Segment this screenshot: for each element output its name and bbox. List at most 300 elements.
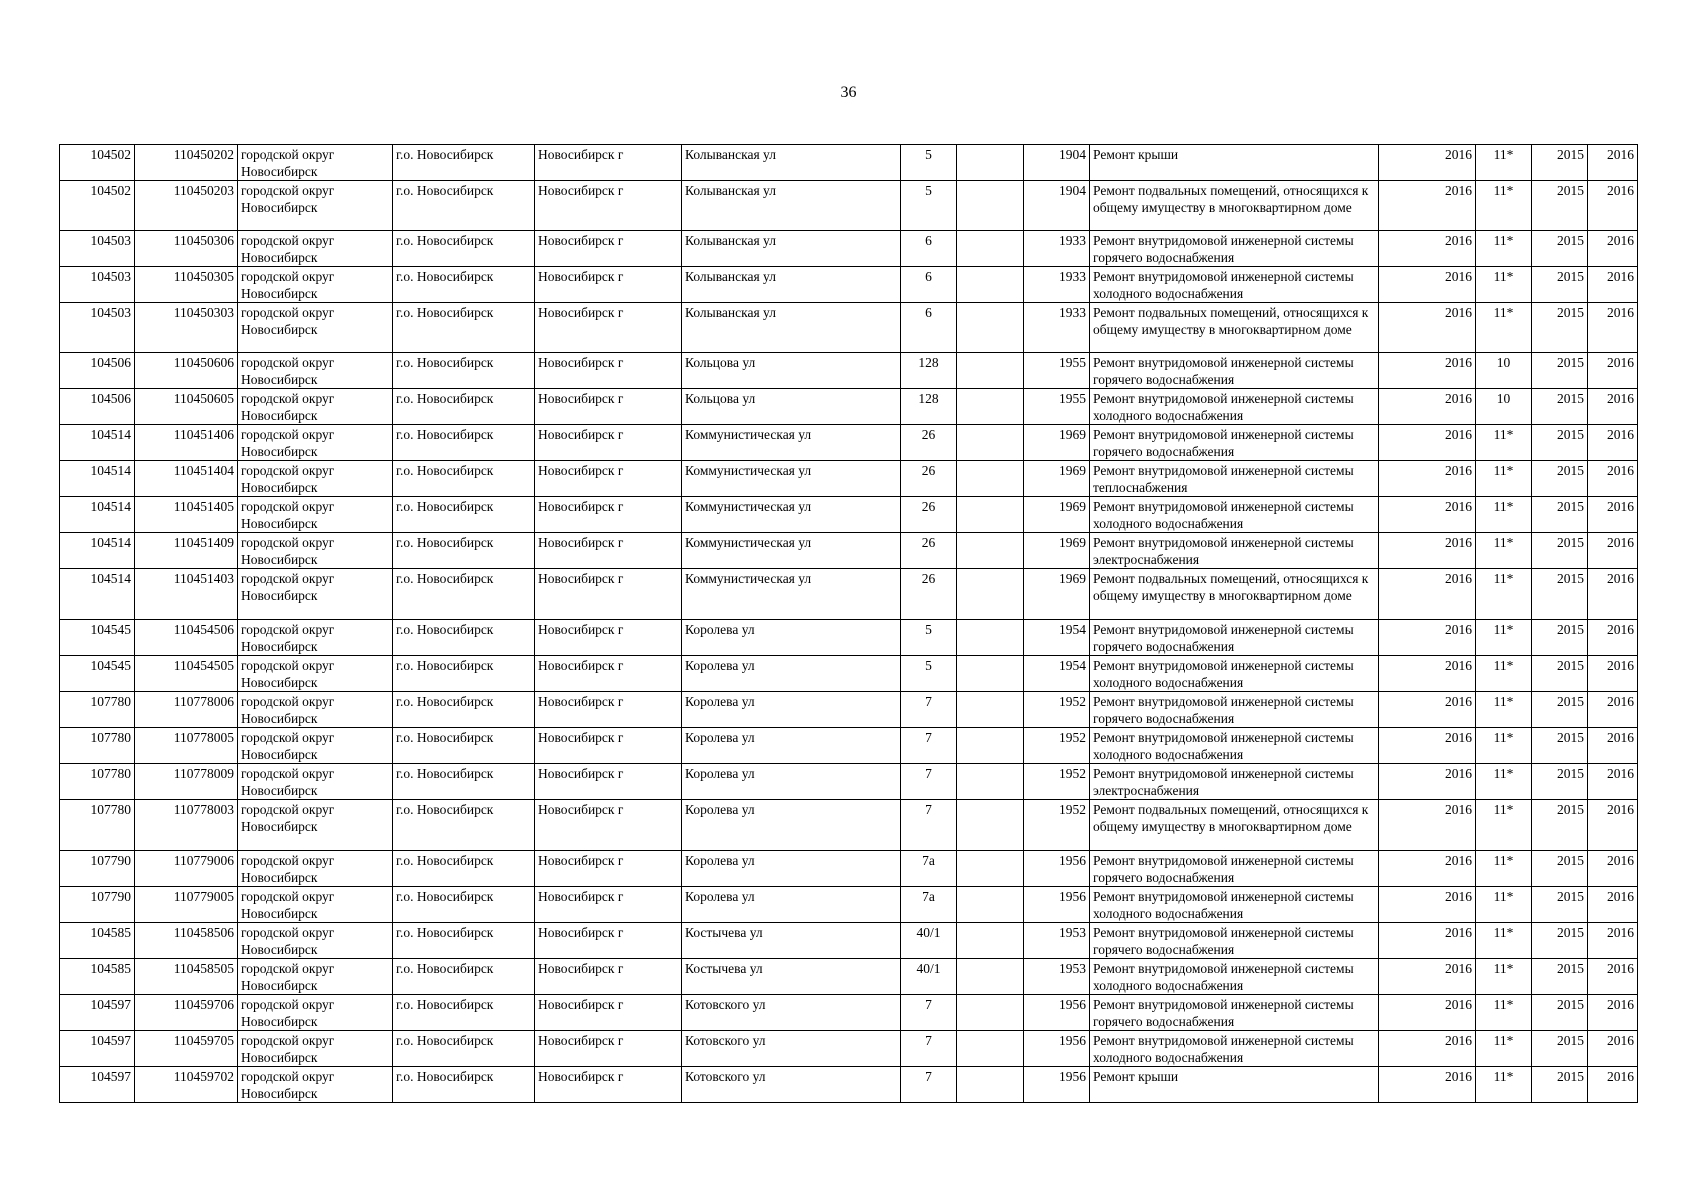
cell-work-type: Ремонт крыши (1090, 145, 1379, 181)
cell-street: Колыванская ул (682, 231, 901, 267)
cell-count: 11* (1476, 497, 1532, 533)
cell-work-type: Ремонт внутридомовой инженерной системы холодного водоснабжения (1090, 389, 1379, 425)
cell-work-code: 110450303 (135, 303, 238, 353)
cell-period-start: 2015 (1532, 764, 1588, 800)
cell-empty-cell (957, 800, 1024, 851)
cell-work-code: 110451405 (135, 497, 238, 533)
cell-city-district: г.о. Новосибирск (393, 425, 535, 461)
cell-work-type: Ремонт внутридомовой инженерной системы холодного водоснабжения (1090, 959, 1379, 995)
repair-registry-table (59, 144, 1638, 1103)
cell-city-district: г.о. Новосибирск (393, 923, 535, 959)
cell-municipality: городской округ Новосибирск (238, 533, 393, 569)
cell-period-start: 2015 (1532, 533, 1588, 569)
cell-work-type: Ремонт внутридомовой инженерной системы холодного водоснабжения (1090, 497, 1379, 533)
table-row (60, 764, 1638, 800)
cell-period-end: 2016 (1588, 692, 1638, 728)
cell-build-year: 1952 (1024, 692, 1090, 728)
cell-city-district: г.о. Новосибирск (393, 851, 535, 887)
cell-street: Костычева ул (682, 959, 901, 995)
cell-municipality: городской округ Новосибирск (238, 656, 393, 692)
cell-municipality: городской округ Новосибирск (238, 620, 393, 656)
cell-locality: Новосибирск г (535, 887, 682, 923)
cell-period-start: 2015 (1532, 425, 1588, 461)
cell-municipality: городской округ Новосибирск (238, 923, 393, 959)
cell-street: Королева ул (682, 764, 901, 800)
cell-street: Королева ул (682, 656, 901, 692)
cell-plan-year: 2016 (1379, 851, 1476, 887)
cell-build-year: 1933 (1024, 267, 1090, 303)
cell-count: 11* (1476, 620, 1532, 656)
cell-plan-year: 2016 (1379, 353, 1476, 389)
cell-count: 11* (1476, 231, 1532, 267)
cell-city-district: г.о. Новосибирск (393, 1067, 535, 1103)
cell-period-end: 2016 (1588, 181, 1638, 231)
cell-city-district: г.о. Новосибирск (393, 145, 535, 181)
cell-street: Коммунистическая ул (682, 497, 901, 533)
cell-house-number: 6 (901, 267, 957, 303)
cell-count: 11* (1476, 923, 1532, 959)
cell-period-start: 2015 (1532, 181, 1588, 231)
cell-street: Костычева ул (682, 923, 901, 959)
cell-house-id: 104597 (60, 1031, 135, 1067)
cell-work-code: 110458506 (135, 923, 238, 959)
cell-work-type: Ремонт внутридомовой инженерной системы электроснабжения (1090, 764, 1379, 800)
cell-house-id: 104597 (60, 995, 135, 1031)
cell-municipality: городской округ Новосибирск (238, 887, 393, 923)
cell-house-number: 6 (901, 303, 957, 353)
table-row (60, 851, 1638, 887)
registry-body (60, 145, 1638, 1103)
cell-house-number: 7 (901, 1031, 957, 1067)
cell-period-end: 2016 (1588, 620, 1638, 656)
table-row (60, 728, 1638, 764)
cell-municipality: городской округ Новосибирск (238, 389, 393, 425)
cell-city-district: г.о. Новосибирск (393, 764, 535, 800)
cell-house-number: 7 (901, 728, 957, 764)
cell-period-end: 2016 (1588, 303, 1638, 353)
cell-plan-year: 2016 (1379, 231, 1476, 267)
cell-municipality: городской округ Новосибирск (238, 353, 393, 389)
cell-city-district: г.о. Новосибирск (393, 267, 535, 303)
cell-municipality: городской округ Новосибирск (238, 959, 393, 995)
cell-work-type: Ремонт внутридомовой инженерной системы электроснабжения (1090, 533, 1379, 569)
cell-build-year: 1956 (1024, 1067, 1090, 1103)
table-row (60, 620, 1638, 656)
cell-build-year: 1933 (1024, 303, 1090, 353)
cell-street: Кольцова ул (682, 389, 901, 425)
cell-house-id: 104545 (60, 620, 135, 656)
cell-house-number: 7 (901, 764, 957, 800)
cell-city-district: г.о. Новосибирск (393, 620, 535, 656)
cell-empty-cell (957, 569, 1024, 620)
cell-build-year: 1956 (1024, 1031, 1090, 1067)
cell-locality: Новосибирск г (535, 353, 682, 389)
cell-city-district: г.о. Новосибирск (393, 800, 535, 851)
table-row (60, 1067, 1638, 1103)
cell-period-start: 2015 (1532, 923, 1588, 959)
cell-locality: Новосибирск г (535, 461, 682, 497)
cell-street: Котовского ул (682, 1067, 901, 1103)
cell-locality: Новосибирск г (535, 764, 682, 800)
cell-municipality: городской округ Новосибирск (238, 461, 393, 497)
cell-locality: Новосибирск г (535, 303, 682, 353)
cell-period-end: 2016 (1588, 923, 1638, 959)
cell-period-start: 2015 (1532, 569, 1588, 620)
cell-plan-year: 2016 (1379, 923, 1476, 959)
cell-house-id: 104514 (60, 461, 135, 497)
table-row (60, 303, 1638, 353)
cell-period-end: 2016 (1588, 1031, 1638, 1067)
cell-house-number: 26 (901, 461, 957, 497)
cell-street: Королева ул (682, 800, 901, 851)
table-row (60, 145, 1638, 181)
cell-period-end: 2016 (1588, 425, 1638, 461)
cell-period-end: 2016 (1588, 353, 1638, 389)
cell-work-code: 110451404 (135, 461, 238, 497)
cell-empty-cell (957, 389, 1024, 425)
cell-empty-cell (957, 959, 1024, 995)
cell-locality: Новосибирск г (535, 497, 682, 533)
cell-work-code: 110450305 (135, 267, 238, 303)
cell-empty-cell (957, 303, 1024, 353)
cell-empty-cell (957, 764, 1024, 800)
cell-locality: Новосибирск г (535, 800, 682, 851)
cell-house-number: 7 (901, 995, 957, 1031)
cell-plan-year: 2016 (1379, 497, 1476, 533)
cell-house-id: 104503 (60, 231, 135, 267)
cell-house-id: 104585 (60, 923, 135, 959)
cell-work-type: Ремонт внутридомовой инженерной системы горячего водоснабжения (1090, 353, 1379, 389)
cell-work-type: Ремонт внутридомовой инженерной системы горячего водоснабжения (1090, 620, 1379, 656)
cell-period-start: 2015 (1532, 1031, 1588, 1067)
cell-build-year: 1953 (1024, 959, 1090, 995)
cell-build-year: 1956 (1024, 887, 1090, 923)
cell-period-start: 2015 (1532, 656, 1588, 692)
cell-work-code: 110458505 (135, 959, 238, 995)
cell-house-id: 107780 (60, 728, 135, 764)
cell-plan-year: 2016 (1379, 389, 1476, 425)
cell-house-id: 107790 (60, 851, 135, 887)
table-row (60, 389, 1638, 425)
cell-city-district: г.о. Новосибирск (393, 181, 535, 231)
cell-period-start: 2015 (1532, 959, 1588, 995)
cell-municipality: городской округ Новосибирск (238, 1067, 393, 1103)
cell-count: 11* (1476, 461, 1532, 497)
cell-empty-cell (957, 1031, 1024, 1067)
cell-locality: Новосибирск г (535, 656, 682, 692)
cell-work-type: Ремонт подвальных помещений, относящихся к общему имуществу в многоквартирном доме (1090, 303, 1379, 353)
cell-municipality: городской округ Новосибирск (238, 692, 393, 728)
cell-build-year: 1904 (1024, 181, 1090, 231)
cell-build-year: 1954 (1024, 620, 1090, 656)
cell-count: 10 (1476, 353, 1532, 389)
cell-empty-cell (957, 145, 1024, 181)
cell-build-year: 1969 (1024, 461, 1090, 497)
cell-house-id: 104502 (60, 181, 135, 231)
table-row (60, 425, 1638, 461)
cell-empty-cell (957, 728, 1024, 764)
cell-count: 11* (1476, 995, 1532, 1031)
cell-municipality: городской округ Новосибирск (238, 303, 393, 353)
cell-period-start: 2015 (1532, 728, 1588, 764)
cell-locality: Новосибирск г (535, 728, 682, 764)
cell-build-year: 1953 (1024, 923, 1090, 959)
cell-work-code: 110459705 (135, 1031, 238, 1067)
cell-work-code: 110778006 (135, 692, 238, 728)
cell-work-type: Ремонт внутридомовой инженерной системы горячего водоснабжения (1090, 425, 1379, 461)
cell-city-district: г.о. Новосибирск (393, 656, 535, 692)
cell-house-id: 104502 (60, 145, 135, 181)
cell-period-end: 2016 (1588, 1067, 1638, 1103)
cell-locality: Новосибирск г (535, 533, 682, 569)
cell-house-number: 26 (901, 533, 957, 569)
cell-city-district: г.о. Новосибирск (393, 569, 535, 620)
cell-city-district: г.о. Новосибирск (393, 389, 535, 425)
cell-build-year: 1904 (1024, 145, 1090, 181)
table-row (60, 569, 1638, 620)
cell-city-district: г.о. Новосибирск (393, 887, 535, 923)
cell-work-code: 110454506 (135, 620, 238, 656)
table-row (60, 959, 1638, 995)
cell-locality: Новосибирск г (535, 959, 682, 995)
cell-empty-cell (957, 851, 1024, 887)
cell-house-number: 7 (901, 692, 957, 728)
cell-period-end: 2016 (1588, 267, 1638, 303)
cell-period-end: 2016 (1588, 887, 1638, 923)
cell-work-code: 110451409 (135, 533, 238, 569)
cell-plan-year: 2016 (1379, 887, 1476, 923)
cell-build-year: 1952 (1024, 800, 1090, 851)
cell-plan-year: 2016 (1379, 692, 1476, 728)
cell-work-type: Ремонт внутридомовой инженерной системы горячего водоснабжения (1090, 692, 1379, 728)
cell-house-number: 26 (901, 569, 957, 620)
cell-municipality: городской округ Новосибирск (238, 267, 393, 303)
table-row (60, 181, 1638, 231)
cell-municipality: городской округ Новосибирск (238, 569, 393, 620)
cell-locality: Новосибирск г (535, 1031, 682, 1067)
cell-municipality: городской округ Новосибирск (238, 764, 393, 800)
cell-work-type: Ремонт внутридомовой инженерной системы горячего водоснабжения (1090, 995, 1379, 1031)
cell-empty-cell (957, 656, 1024, 692)
cell-house-number: 128 (901, 389, 957, 425)
cell-count: 11* (1476, 303, 1532, 353)
cell-work-type: Ремонт внутридомовой инженерной системы горячего водоснабжения (1090, 923, 1379, 959)
cell-municipality: городской округ Новосибирск (238, 800, 393, 851)
cell-house-id: 104506 (60, 389, 135, 425)
cell-empty-cell (957, 887, 1024, 923)
cell-plan-year: 2016 (1379, 764, 1476, 800)
cell-street: Королева ул (682, 728, 901, 764)
cell-period-end: 2016 (1588, 800, 1638, 851)
cell-empty-cell (957, 231, 1024, 267)
cell-period-start: 2015 (1532, 145, 1588, 181)
cell-city-district: г.о. Новосибирск (393, 231, 535, 267)
cell-build-year: 1969 (1024, 497, 1090, 533)
cell-work-type: Ремонт внутридомовой инженерной системы горячего водоснабжения (1090, 231, 1379, 267)
cell-work-code: 110778003 (135, 800, 238, 851)
cell-house-number: 5 (901, 181, 957, 231)
cell-locality: Новосибирск г (535, 569, 682, 620)
cell-house-id: 104514 (60, 569, 135, 620)
cell-street: Коммунистическая ул (682, 461, 901, 497)
cell-plan-year: 2016 (1379, 303, 1476, 353)
cell-work-type: Ремонт внутридомовой инженерной системы горячего водоснабжения (1090, 851, 1379, 887)
cell-plan-year: 2016 (1379, 461, 1476, 497)
cell-locality: Новосибирск г (535, 425, 682, 461)
cell-count: 11* (1476, 764, 1532, 800)
cell-city-district: г.о. Новосибирск (393, 353, 535, 389)
cell-work-type: Ремонт внутридомовой инженерной системы холодного водоснабжения (1090, 1031, 1379, 1067)
table-row (60, 887, 1638, 923)
cell-build-year: 1969 (1024, 425, 1090, 461)
cell-house-id: 107780 (60, 800, 135, 851)
cell-city-district: г.о. Новосибирск (393, 461, 535, 497)
cell-municipality: городской округ Новосибирск (238, 497, 393, 533)
cell-house-id: 104514 (60, 533, 135, 569)
cell-locality: Новосибирск г (535, 389, 682, 425)
cell-period-end: 2016 (1588, 461, 1638, 497)
cell-locality: Новосибирск г (535, 851, 682, 887)
cell-street: Королева ул (682, 887, 901, 923)
cell-count: 11* (1476, 851, 1532, 887)
cell-plan-year: 2016 (1379, 1067, 1476, 1103)
cell-work-code: 110778005 (135, 728, 238, 764)
cell-empty-cell (957, 995, 1024, 1031)
cell-work-type: Ремонт внутридомовой инженерной системы холодного водоснабжения (1090, 267, 1379, 303)
cell-build-year: 1952 (1024, 728, 1090, 764)
cell-period-end: 2016 (1588, 764, 1638, 800)
cell-house-number: 40/1 (901, 959, 957, 995)
cell-house-number: 7а (901, 851, 957, 887)
cell-empty-cell (957, 425, 1024, 461)
cell-plan-year: 2016 (1379, 267, 1476, 303)
cell-house-id: 104503 (60, 267, 135, 303)
cell-street: Королева ул (682, 620, 901, 656)
cell-period-start: 2015 (1532, 995, 1588, 1031)
cell-house-number: 7 (901, 800, 957, 851)
cell-count: 10 (1476, 389, 1532, 425)
cell-work-code: 110450606 (135, 353, 238, 389)
cell-house-id: 104514 (60, 425, 135, 461)
cell-locality: Новосибирск г (535, 1067, 682, 1103)
cell-empty-cell (957, 181, 1024, 231)
cell-plan-year: 2016 (1379, 181, 1476, 231)
cell-locality: Новосибирск г (535, 692, 682, 728)
cell-count: 11* (1476, 569, 1532, 620)
cell-house-number: 128 (901, 353, 957, 389)
cell-work-code: 110778009 (135, 764, 238, 800)
cell-work-code: 110779005 (135, 887, 238, 923)
cell-house-number: 26 (901, 497, 957, 533)
cell-municipality: городской округ Новосибирск (238, 995, 393, 1031)
cell-work-type: Ремонт подвальных помещений, относящихся к общему имуществу в многоквартирном доме (1090, 181, 1379, 231)
cell-count: 11* (1476, 692, 1532, 728)
cell-period-start: 2015 (1532, 389, 1588, 425)
cell-street: Коммунистическая ул (682, 425, 901, 461)
cell-count: 11* (1476, 145, 1532, 181)
cell-house-id: 104597 (60, 1067, 135, 1103)
cell-empty-cell (957, 1067, 1024, 1103)
cell-period-end: 2016 (1588, 231, 1638, 267)
cell-period-start: 2015 (1532, 620, 1588, 656)
table-row (60, 353, 1638, 389)
cell-work-code: 110450306 (135, 231, 238, 267)
cell-house-number: 5 (901, 620, 957, 656)
cell-locality: Новосибирск г (535, 267, 682, 303)
cell-house-id: 104506 (60, 353, 135, 389)
cell-count: 11* (1476, 800, 1532, 851)
cell-house-id: 104514 (60, 497, 135, 533)
cell-street: Колыванская ул (682, 181, 901, 231)
table-row (60, 995, 1638, 1031)
cell-work-type: Ремонт внутридомовой инженерной системы холодного водоснабжения (1090, 887, 1379, 923)
cell-period-start: 2015 (1532, 800, 1588, 851)
cell-municipality: городской округ Новосибирск (238, 1031, 393, 1067)
table-row (60, 923, 1638, 959)
cell-empty-cell (957, 497, 1024, 533)
cell-house-number: 40/1 (901, 923, 957, 959)
cell-build-year: 1933 (1024, 231, 1090, 267)
cell-work-code: 110450605 (135, 389, 238, 425)
cell-municipality: городской округ Новосибирск (238, 231, 393, 267)
cell-work-type: Ремонт внутридомовой инженерной системы холодного водоснабжения (1090, 656, 1379, 692)
cell-house-number: 7 (901, 1067, 957, 1103)
cell-city-district: г.о. Новосибирск (393, 995, 535, 1031)
cell-city-district: г.о. Новосибирск (393, 303, 535, 353)
cell-period-end: 2016 (1588, 728, 1638, 764)
table-row (60, 692, 1638, 728)
cell-period-start: 2015 (1532, 851, 1588, 887)
cell-build-year: 1969 (1024, 569, 1090, 620)
table-row (60, 800, 1638, 851)
cell-street: Кольцова ул (682, 353, 901, 389)
cell-plan-year: 2016 (1379, 145, 1476, 181)
cell-municipality: городской округ Новосибирск (238, 145, 393, 181)
cell-build-year: 1955 (1024, 353, 1090, 389)
cell-street: Колыванская ул (682, 303, 901, 353)
cell-count: 11* (1476, 887, 1532, 923)
cell-work-code: 110451403 (135, 569, 238, 620)
cell-locality: Новосибирск г (535, 145, 682, 181)
cell-period-end: 2016 (1588, 389, 1638, 425)
cell-locality: Новосибирск г (535, 923, 682, 959)
cell-work-type: Ремонт внутридомовой инженерной системы теплоснабжения (1090, 461, 1379, 497)
cell-street: Коммунистическая ул (682, 569, 901, 620)
cell-house-id: 104585 (60, 959, 135, 995)
cell-period-end: 2016 (1588, 533, 1638, 569)
cell-period-start: 2015 (1532, 887, 1588, 923)
cell-house-id: 107780 (60, 764, 135, 800)
cell-count: 11* (1476, 728, 1532, 764)
cell-work-code: 110459706 (135, 995, 238, 1031)
table-row (60, 656, 1638, 692)
cell-municipality: городской округ Новосибирск (238, 728, 393, 764)
cell-count: 11* (1476, 656, 1532, 692)
cell-plan-year: 2016 (1379, 620, 1476, 656)
cell-count: 11* (1476, 959, 1532, 995)
table-row (60, 497, 1638, 533)
cell-work-type: Ремонт подвальных помещений, относящихся к общему имуществу в многоквартирном доме (1090, 569, 1379, 620)
table-row (60, 461, 1638, 497)
cell-municipality: городской округ Новосибирск (238, 425, 393, 461)
cell-house-id: 104545 (60, 656, 135, 692)
cell-empty-cell (957, 692, 1024, 728)
cell-empty-cell (957, 461, 1024, 497)
cell-city-district: г.о. Новосибирск (393, 728, 535, 764)
cell-empty-cell (957, 267, 1024, 303)
cell-count: 11* (1476, 533, 1532, 569)
cell-locality: Новосибирск г (535, 995, 682, 1031)
